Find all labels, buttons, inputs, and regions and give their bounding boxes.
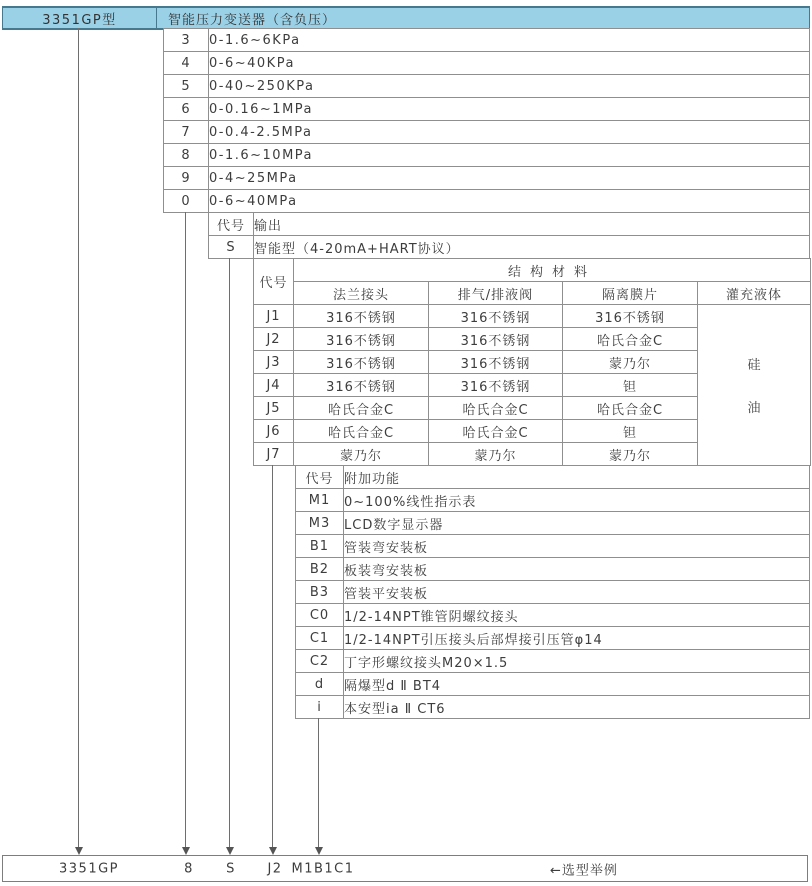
table-row <box>164 167 810 190</box>
table-row <box>296 673 810 696</box>
addon-code: B3 <box>296 581 344 604</box>
addon-code: C0 <box>296 604 344 627</box>
addon-code: B2 <box>296 558 344 581</box>
material-code: J3 <box>254 351 294 374</box>
diaphragm-material: 蒙乃尔 <box>563 351 698 374</box>
flange-material: 蒙乃尔 <box>294 443 429 466</box>
valve-material: 316不锈钢 <box>429 374 563 397</box>
selection-example-box <box>2 855 808 882</box>
addon-label: 丁字形螺纹接头M20×1.5 <box>344 650 810 673</box>
addon-label: 管装弯安装板 <box>344 535 810 558</box>
table-row <box>296 512 810 535</box>
example-output-code: S <box>226 861 236 876</box>
column-header-diaphragm: 隔离膜片 <box>563 282 698 305</box>
range-value: 0-6~40MPa <box>209 190 810 213</box>
range-code: 4 <box>164 52 209 75</box>
connector-line-output <box>229 258 230 847</box>
table-row <box>209 213 810 236</box>
addon-code: C1 <box>296 627 344 650</box>
column-header-fluid: 灌充液体 <box>698 282 811 305</box>
table-row <box>296 581 810 604</box>
column-header-code: 代号 <box>209 213 254 236</box>
flange-material: 316不锈钢 <box>294 328 429 351</box>
flange-material: 316不锈钢 <box>294 351 429 374</box>
column-header-code: 代号 <box>296 466 344 489</box>
arrow-down-icon <box>269 847 277 855</box>
material-code: J5 <box>254 397 294 420</box>
table-row <box>296 489 810 512</box>
material-code: J7 <box>254 443 294 466</box>
connector-line-model <box>78 28 79 847</box>
diaphragm-material: 钽 <box>563 374 698 397</box>
table-row <box>209 236 810 259</box>
connector-line-material <box>272 465 273 847</box>
addon-code: M1 <box>296 489 344 512</box>
range-value: 0-1.6~10MPa <box>209 144 810 167</box>
table-row <box>254 305 811 328</box>
addon-code: B1 <box>296 535 344 558</box>
table-row <box>164 121 810 144</box>
example-material-code: J2 <box>267 861 283 876</box>
valve-material: 哈氏合金C <box>429 420 563 443</box>
materials-table <box>253 258 811 466</box>
model-name: 3351GP型 <box>3 8 157 28</box>
diaphragm-material: 钽 <box>563 420 698 443</box>
valve-material: 316不锈钢 <box>429 305 563 328</box>
table-row <box>164 52 810 75</box>
table-row <box>296 558 810 581</box>
addon-label: 0~100%线性指示表 <box>344 489 810 512</box>
column-header-flange: 法兰接头 <box>294 282 429 305</box>
table-row <box>164 98 810 121</box>
group-header-materials: 结构材料 <box>294 259 811 282</box>
range-value: 0-4~25MPa <box>209 167 810 190</box>
table-row <box>164 75 810 98</box>
pressure-range-table <box>163 28 810 213</box>
material-code: J6 <box>254 420 294 443</box>
range-value: 0-1.6~6KPa <box>209 29 810 52</box>
addon-label: 1/2-14NPT引压接头后部焊接引压管φ14 <box>344 627 810 650</box>
range-value: 0-6~40KPa <box>209 52 810 75</box>
valve-material: 316不锈钢 <box>429 351 563 374</box>
table-row <box>296 627 810 650</box>
fill-fluid-char: 油 <box>747 401 761 416</box>
output-code: S <box>209 236 254 259</box>
range-code: 7 <box>164 121 209 144</box>
diaphragm-material: 哈氏合金C <box>563 397 698 420</box>
valve-material: 蒙乃尔 <box>429 443 563 466</box>
example-addon-code: M1B1C1 <box>291 861 355 876</box>
flange-material: 哈氏合金C <box>294 397 429 420</box>
addon-code: d <box>296 673 344 696</box>
material-code: J1 <box>254 305 294 328</box>
arrow-down-icon <box>226 847 234 855</box>
addon-label: 板装弯安装板 <box>344 558 810 581</box>
flange-material: 哈氏合金C <box>294 420 429 443</box>
product-name: 智能压力变送器（含负压） <box>168 12 337 28</box>
connector-line-addon <box>318 718 319 847</box>
range-code: 9 <box>164 167 209 190</box>
output-label: 智能型（4-20mA+HART协议） <box>254 236 810 259</box>
addon-label: 管装平安装板 <box>344 581 810 604</box>
table-row <box>296 604 810 627</box>
range-code: 8 <box>164 144 209 167</box>
column-header-valve: 排气/排液阀 <box>429 282 563 305</box>
example-note: ←选型举例 <box>550 863 618 878</box>
table-row <box>164 29 810 52</box>
addon-code: C2 <box>296 650 344 673</box>
material-code: J4 <box>254 374 294 397</box>
table-row <box>296 535 810 558</box>
example-model: 3351GP <box>59 861 119 876</box>
arrow-down-icon <box>75 847 83 855</box>
flange-material: 316不锈钢 <box>294 374 429 397</box>
addon-functions-table <box>295 465 810 719</box>
addon-code: M3 <box>296 512 344 535</box>
column-header-output: 输出 <box>254 213 810 236</box>
arrow-down-icon <box>315 847 323 855</box>
range-code: 0 <box>164 190 209 213</box>
diaphragm-material: 哈氏合金C <box>563 328 698 351</box>
column-header-addon: 附加功能 <box>344 466 810 489</box>
table-row <box>254 259 811 282</box>
range-value: 0-40~250KPa <box>209 75 810 98</box>
range-code: 6 <box>164 98 209 121</box>
valve-material: 哈氏合金C <box>429 397 563 420</box>
addon-label: 本安型ia Ⅱ CT6 <box>344 696 810 719</box>
addon-label: 隔爆型d Ⅱ BT4 <box>344 673 810 696</box>
table-row <box>296 650 810 673</box>
diaphragm-material: 316不锈钢 <box>563 305 698 328</box>
table-row <box>296 696 810 719</box>
table-row <box>254 282 811 305</box>
table-row <box>164 190 810 213</box>
addon-label: LCD数字显示器 <box>344 512 810 535</box>
table-row <box>296 466 810 489</box>
column-header-code: 代号 <box>254 259 294 305</box>
range-code: 5 <box>164 75 209 98</box>
addon-label: 1/2-14NPT锥管阴螺纹接头 <box>344 604 810 627</box>
table-row <box>164 144 810 167</box>
fill-fluid-cell <box>698 305 811 466</box>
fill-fluid-char: 硅 <box>747 358 761 373</box>
material-code: J2 <box>254 328 294 351</box>
example-range-code: 8 <box>184 861 194 876</box>
range-value: 0-0.16~1MPa <box>209 98 810 121</box>
diaphragm-material: 蒙乃尔 <box>563 443 698 466</box>
model-header-bar <box>2 6 810 30</box>
flange-material: 316不锈钢 <box>294 305 429 328</box>
connector-line-range <box>185 212 186 847</box>
range-code: 3 <box>164 29 209 52</box>
valve-material: 316不锈钢 <box>429 328 563 351</box>
addon-code: i <box>296 696 344 719</box>
range-value: 0-0.4-2.5MPa <box>209 121 810 144</box>
arrow-down-icon <box>182 847 190 855</box>
output-table <box>208 212 810 259</box>
